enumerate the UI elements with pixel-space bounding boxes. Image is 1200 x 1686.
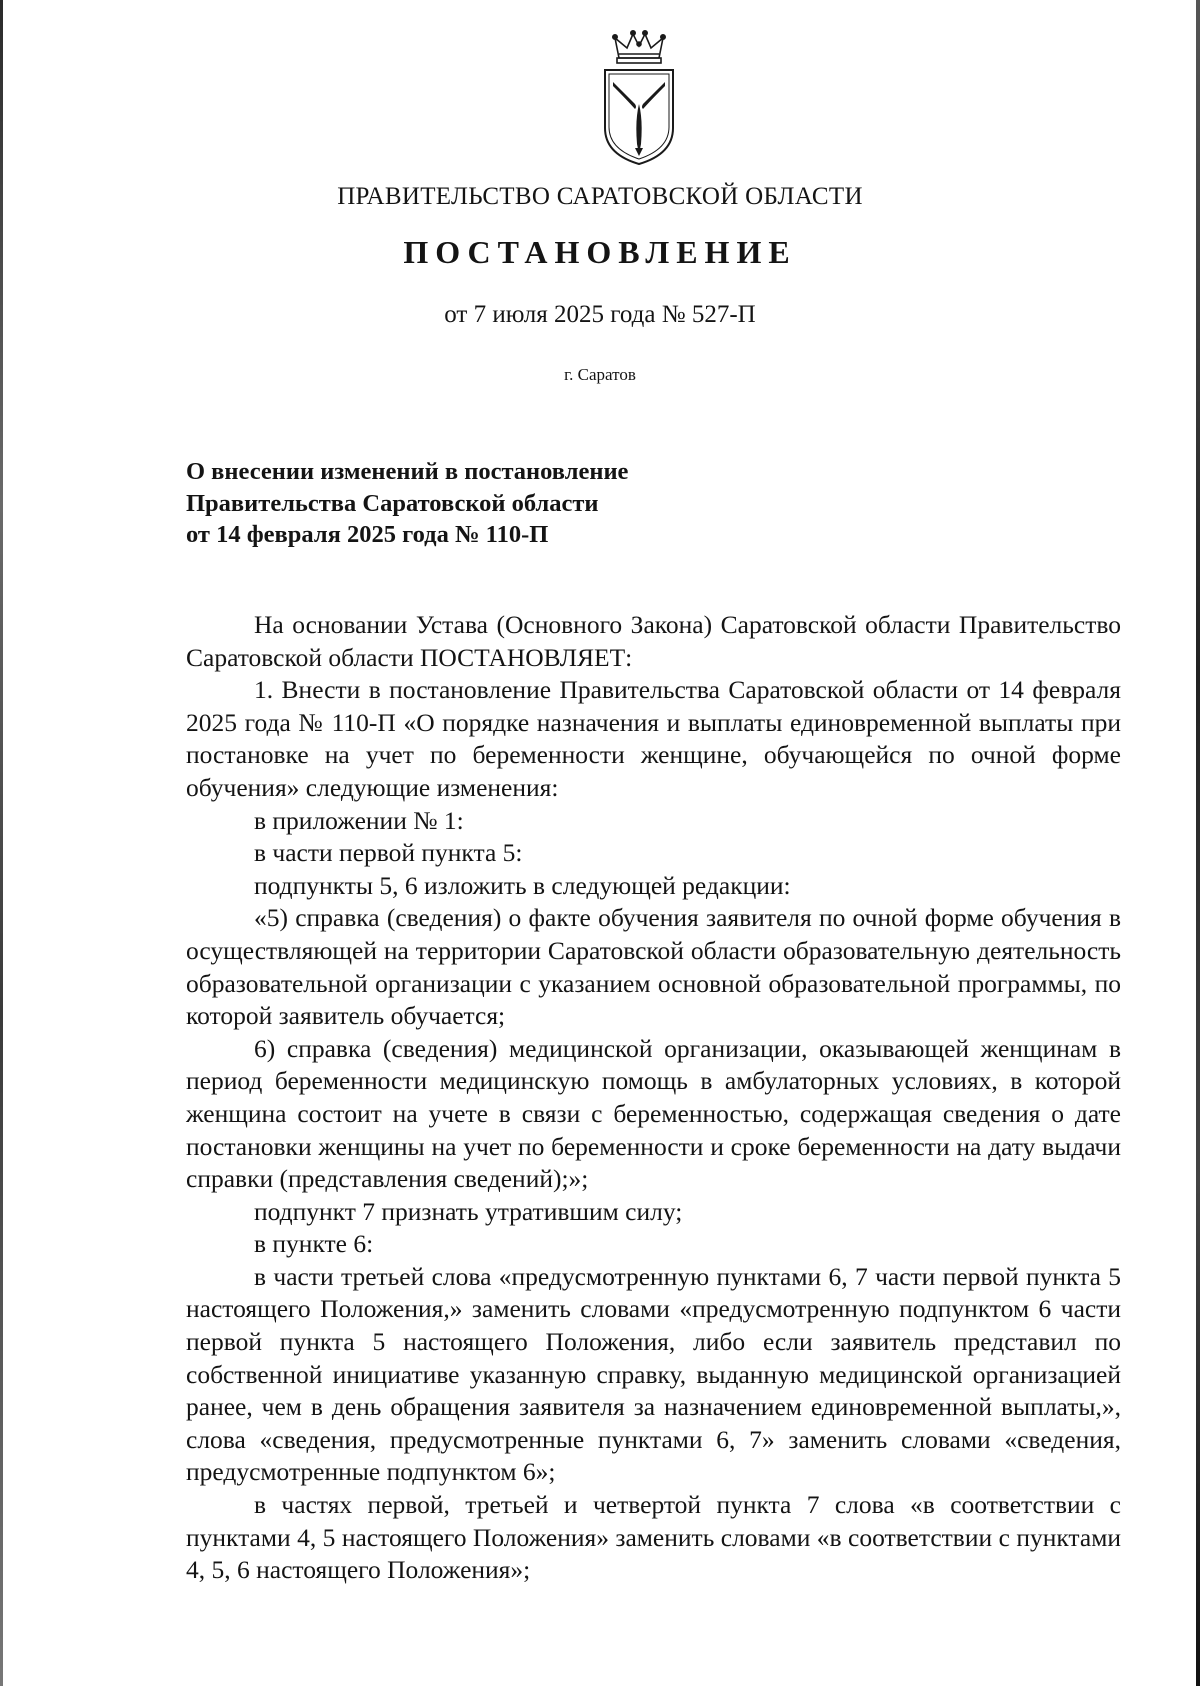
body-paragraph: в пункте 6: (254, 1229, 374, 1259)
subject-line: О внесении изменений в постановление (186, 458, 629, 485)
body-paragraph: в части третьей слова «предусмотренную пунктами 6, 7 части первой пункта 5 настоящего Положения,» заменить словами «предусмотренную подпунктом 6 части первой пункта 5 настоящего Положения, либо если заявитель представил по собственной инициативе указанную справку, выданную медицинской организацией ранее, чем в день обращения заявителя за назначением единовременной выплаты,», слова «сведения, предусмотренные пунктами 6, 7» заменить словами «сведения, предусмотренные подпунктом 6»; (186, 1261, 1121, 1487)
document-date-number: от 7 июля 2025 года № 527-П (444, 301, 756, 328)
document-subject (186, 456, 806, 551)
government-name: ПРАВИТЕЛЬСТВО САРАТОВСКОЙ ОБЛАСТИ (337, 183, 863, 210)
body-paragraph: подпункт 7 признать утратившим силу; (254, 1196, 683, 1226)
body-paragraph: «5) справка (сведения) о факте обучения заявителя по очной форме обучения в осуществляющей на территории Саратовской области образовательную деятельность образовательной организации с указанием основной образовательной программы, по которой заявитель обучается; (186, 903, 1121, 1031)
body-paragraph: 6) справка (сведения) медицинской организации, оказывающей женщинам в период беременности медицинскую помощь в амбулаторных условиях, в которой женщина состоит на учете в связи с беременностью, содержащая сведения о дате постановки женщины на учет по беременности и сроке беременности на дату выдачи справки (представления сведений);»; (186, 1033, 1121, 1194)
body-paragraph: в частях первой, третьей и четвертой пункта 7 слова «в соответствии с пунктами 4, 5 настоящего Положения» заменить словами «в соответствии с пунктами 4, 5, 6 настоящего Положения»; (186, 1490, 1121, 1585)
subject-line: Правительства Саратовской области (186, 489, 599, 517)
body-paragraph: в части первой пункта 5: (254, 838, 523, 868)
subject-line: от 14 февраля 2025 года № 110-П (186, 521, 549, 548)
body-paragraph: подпункты 5, 6 изложить в следующей редакции: (254, 870, 791, 900)
body-paragraph: 1. Внести в постановление Правительства Саратовской области от 14 февраля 2025 года № 110-П «О порядке назначения и выплаты единовременной выплаты при постановке на учет по беременности женщине, обучающейся по очной форме обучения» следующие изменения: (186, 675, 1121, 802)
body-paragraph: в приложении № 1: (254, 805, 464, 835)
document-type: ПОСТАНОВЛЕНИЕ (403, 234, 797, 270)
document-city: г. Саратов (564, 365, 636, 384)
saratov-coat-of-arms-icon (597, 30, 681, 168)
body-paragraph: На основании Устава (Основного Закона) Саратовской области Правительство Саратовской области ПОСТАНОВЛЯЕТ: (186, 610, 1121, 672)
document-body (186, 609, 1121, 1587)
